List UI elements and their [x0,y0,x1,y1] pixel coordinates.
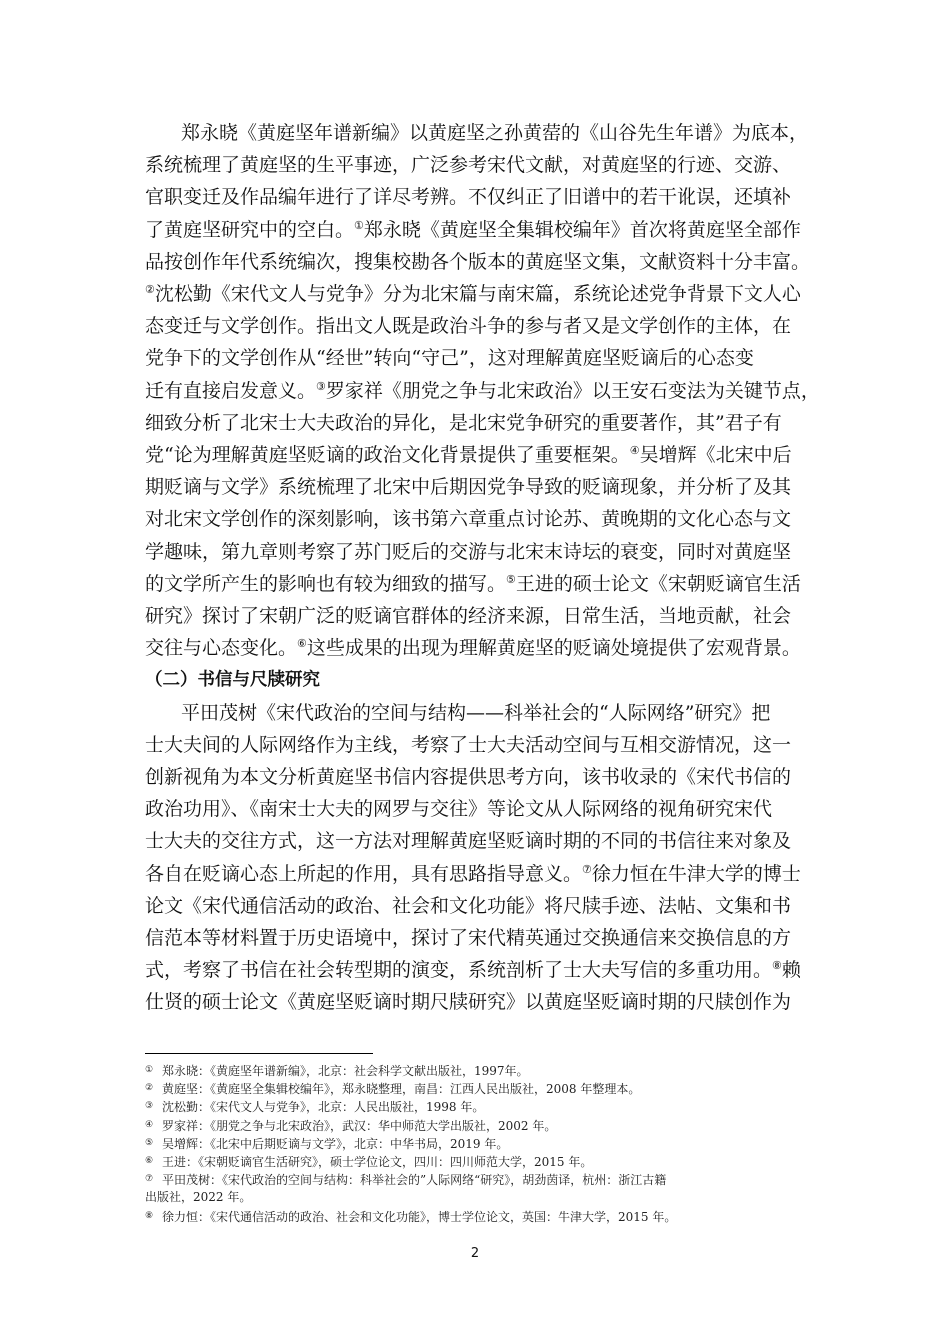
footnote-item [145,1153,825,1170]
body-line [145,215,825,245]
body-line-text: 各自在贬谪心态上所起的作用，具有思路指导意义。 [145,862,583,885]
footnote-text: 吴增辉：《北宋中后期贬谪与文学》，北京：中华书局，2019 年。 [162,1136,509,1151]
body-line-text: 态变迁与文学创作。指出文人既是政治斗争的参与者又是文学创作的主体，在 [145,315,792,338]
footnote-mark: ⑧ [145,1210,154,1221]
body-line-text: 创新视角为本文分析黄庭坚书信内容提供思考方向，该书收录的《宋代书信的 [145,766,792,788]
footnote-reference[interactable]: ② [145,283,155,296]
footnote-item [145,1117,825,1134]
footnote-reference[interactable]: ③ [316,379,326,393]
body-line [145,343,825,373]
body-line-text: 平田茂树《宋代政治的空间与结构——科举社会的“人际网络”研究》把 [181,701,771,724]
footnote-text: 王进：《宋朝贬谪官生活研究》，硕士学位论文，四川：四川师范大学，2015 年。 [162,1155,593,1169]
body-line [145,794,825,824]
body-line [145,408,825,438]
body-line-text: 细致分析了北宋士大夫政治的异化，是北宋党争研究的重要著作，其”君子有 [145,411,782,434]
body-line-text: 系统梳理了黄庭坚的生平事迹，广泛参考宋代文献，对黄庭坚的行迹、交游、 [145,154,792,177]
body-line-text: 式，考察了书信在社会转型期的演变，系统剖析了士大夫写信的多重功用。 [145,959,773,982]
body-line-text: 士大夫的交往方式，这一方法对理解黄庭坚贬谪时期的不同的书信往来对象及 [145,830,792,853]
body-line-text: 郑永晓《黄庭坚年谱新编》以黄庭坚之孙黄䓨的《山谷先生年谱》为底本， [181,122,809,144]
body-line-text: 徐力恒在牛津大学的博士 [591,862,801,885]
body-line-text: 迁有直接启发意义。 [145,379,317,402]
body-line-text: 王进的硕士论文《宋朝贬谪官生活 [515,572,801,595]
body-line [145,569,825,599]
body-line-text: 罗家祥《朋党之争与北宋政治》以王安石变法为关键节点， [325,379,820,402]
body-line [145,150,825,180]
body-line [145,279,825,309]
body-line-text: （二）书信与尺牍研究 [145,670,320,691]
body-line [145,537,825,567]
footnote-reference[interactable]: ⑥ [297,637,307,651]
body-line-text: 党争下的文学创作从“经世”转向“守己”，这对理解黄庭坚贬谪后的心态变 [145,347,754,370]
body-line-text: 党“论为理解黄庭坚贬谪的政治文化背景提供了重要框架。 [145,444,630,466]
body-line-text: 士大夫间的人际网络作为主线，考察了士大夫活动空间与互相交游情况，这一 [145,733,792,756]
body-line-text: 了黄庭坚研究中的空白。 [145,218,355,241]
footnote-text: 徐力恒：《宋代通信活动的政治、社会和文化功能》，博士学位论文，英国：牛津大学，2015 年。 [162,1209,677,1224]
footnote-reference[interactable]: ④ [629,444,640,457]
body-line-text: 仕贤的硕士论文《黄庭坚贬谪时期尺牍研究》以黄庭坚贬谪时期的尺牍创作为 [145,991,792,1014]
body-line-text: 论文《宋代通信活动的政治、社会和文化功能》将尺牍手迹、法帖、文集和书 [145,894,792,917]
body-line [145,247,825,277]
footnote-item [145,1189,825,1206]
body-line [181,698,861,728]
body-line [181,118,861,148]
footnote-separator [145,1053,373,1054]
body-line-text: 这些成果的出现为理解黄庭坚的贬谪处境提供了宏观背景。 [306,637,801,660]
body-line [145,826,825,856]
footnote-item [145,1098,825,1115]
body-line-text: 研究》探讨了宋朝广泛的贬谪官群体的经济来源，日常生活，当地贡献，社会 [145,605,792,627]
body-line [145,311,825,341]
body-line [145,504,825,534]
body-line-text: 期贬谪与文学》系统梳理了北宋中后期因党争导致的贬谪现象，并分析了及其 [145,476,792,499]
footnote-text: 郑永晓：《黄庭坚年谱新编》，北京：社会科学文献出版社，1997年。 [162,1064,529,1078]
body-line [145,440,825,470]
body-line [145,762,825,792]
footnote-mark: ⑥ [145,1156,154,1166]
footnote-text: 沈松勤：《宋代文人与党争》，北京：人民出版社，1998 年。 [162,1100,485,1115]
footnote-reference[interactable]: ⑤ [506,572,516,586]
body-line [145,923,825,953]
body-line [145,601,825,631]
body-line-text: 郑永晓《黄庭坚全集辑校编年》首次将黄庭坚全部作 [363,218,801,241]
body-line [145,633,825,663]
body-line-text: 品按创作年代系统编次，搜集校勘各个版本的黄庭坚文集，文献资料十分丰富。 [145,250,811,273]
footnote-reference[interactable]: ⑧ [772,959,782,973]
body-line-text: 的文学所产生的影响也有较为细致的描写。 [145,572,507,595]
footnote-mark: ⑦ [145,1174,154,1185]
body-line-text: 信范本等材料置于历史语境中，探讨了宋代精英通过交换通信来交换信息的方 [145,927,792,949]
footnote-reference[interactable]: ① [354,218,364,232]
body-line-text: 吴增辉《北宋中后 [639,444,792,466]
body-line-text: 学趣味，第九章则考察了苏门贬后的交游与北宋末诗坛的衰变，同时对黄庭坚 [145,540,792,563]
body-line-text: 沈松勤《宋代文人与党争》分为北宋篇与南宋篇，系统论述党争背景下文人心 [154,283,801,305]
page-number: 2 [470,1246,480,1261]
body-line-text: 官职变迁及作品编年进行了详尽考辨。不仅纠正了旧谱中的若干讹误，还填补 [145,186,792,209]
body-line [145,472,825,502]
footnote-reference[interactable]: ⑦ [582,862,592,876]
body-line [145,891,825,921]
body-line [145,987,825,1017]
footnote-mark: ③ [145,1101,154,1112]
footnote-text: 平田茂树：《宋代政治的空间与结构：科举社会的”人际网络“研究》，胡劲茵译，杭州：浙江古籍 [162,1173,667,1188]
footnote-mark: ④ [145,1119,154,1130]
body-line [145,376,825,406]
body-line-text: 交往与心态变化。 [145,637,298,660]
footnote-item [145,1135,825,1152]
footnote-item [145,1208,825,1225]
footnote-mark: ① [145,1065,154,1075]
footnote-item [145,1062,825,1079]
body-line-text: 对北宋文学创作的深刻影响，该书第六章重点讨论苏、黄晚期的文化心态与文 [145,508,792,531]
footnote-mark: ⑤ [145,1137,154,1148]
body-line [145,955,825,985]
body-line [145,859,825,889]
body-line [145,182,825,212]
section-heading [145,665,825,695]
footnote-text: 黄庭坚：《黄庭坚全集辑校编年》，郑永晓整理，南昌：江西人民出版社，2008 年整理本。 [162,1082,641,1097]
body-line [145,730,825,760]
footnote-text: 罗家祥：《朋党之争与北宋政治》，武汉：华中师范大学出版社，2002 年。 [162,1118,557,1133]
footnote-mark: ② [145,1083,154,1094]
footnote-item [145,1171,825,1188]
footnote-text: 出版社，2022 年。 [145,1190,252,1205]
footnote-item [145,1080,825,1097]
body-line-text: 赖 [781,959,801,982]
body-line-text: 政治功用》、《南宋士大夫的网罗与交往》等论文从人际网络的视角研究宋代 [145,798,773,821]
